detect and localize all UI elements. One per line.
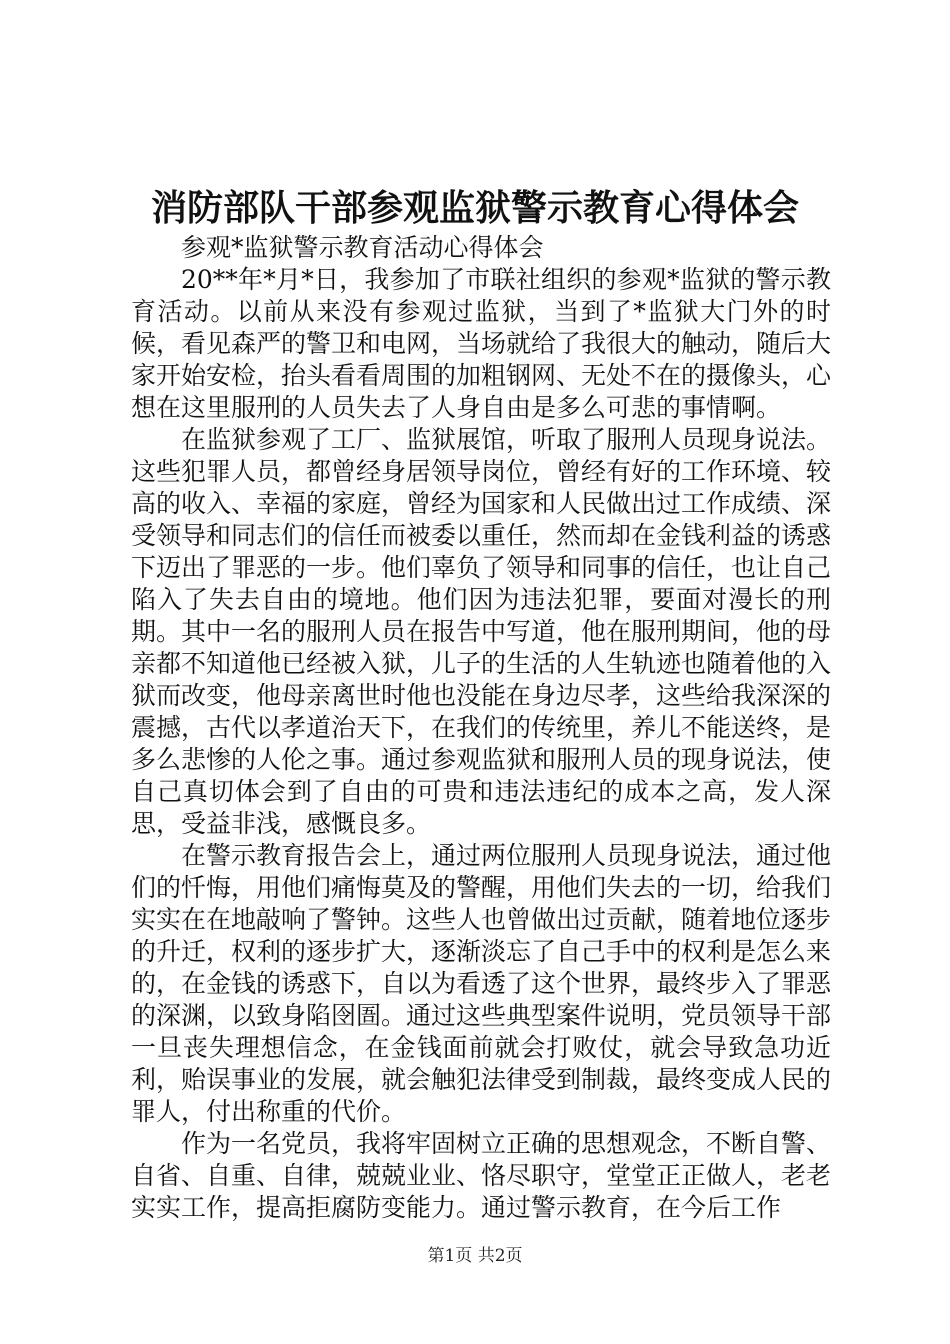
- body-paragraph: 在监狱参观了工厂、监狱展馆，听取了服刑人员现身说法。这些犯罪人员，都曾经身居领导岗位，曾经有好的工作环境、较高的收入、幸福的家庭，曾经为国家和人民做出过工作成绩、深受领导和同志们的信任而被委以重任，然而却在金钱利益的诱惑下迈出了罪恶的一步。他们辜负了领导和同事的信任，也让自己陷入了失去自由的境地。他们因为违法犯罪，要面对漫长的刑期。其中一名的服刑人员在报告中写道，他在服刑期间，他的母亲都不知道他已经被入狱，儿子的生活的人生轨迹也随着他的入狱而改变，他母亲离世时他也没能在身边尽孝，这些给我深深的震撼，古代以孝道治天下，在我们的传统里，养儿不能送终，是多么悲惨的人伦之事。通过参观监狱和服刑人员的现身说法，使自己真切体会到了自由的可贵和违法违纪的成本之高，发人深思，受益非浅，感慨良多。: [131, 425, 832, 838]
- body-paragraph: 20**年*月*日，我参加了市联社组织的参观*监狱的警示教育活动。以前从来没有参观过监狱，当到了*监狱大门外的时候，看见森严的警卫和电网，当场就给了我很大的触动，随后大家开始安检，抬头看看周围的加粗钢网、无处不在的摄像头，心想在这里服刑的人员失去了人身自由是多么可悲的事情啊。: [131, 265, 832, 422]
- document-body: [131, 232, 831, 1224]
- body-paragraph: 在警示教育报告会上，通过两位服刑人员现身说法，通过他们的忏悔，用他们痛悔莫及的警醒，用他们失去的一切，给我们实实在在地敲响了警钟。这些人也曾做出过贡献，随着地位逐步的升迁，权利的逐步扩大，逐渐淡忘了自己手中的权利是怎么来的，在金钱的诱惑下，自以为看透了这个世界，最终步入了罪恶的深渊，以致身陷囹圄。通过这些典型案件说明，党员领导干部一旦丧失理想信念，在金钱面前就会打败仗，就会导致急功近利，贻误事业的发展，就会触犯法律受到制裁，最终变成人民的罪人，付出称重的代价。: [131, 841, 832, 1126]
- subtitle-paragraph: 参观*监狱警示教育活动心得体会: [181, 233, 544, 262]
- document-title: 消防部队干部参观监狱警示教育心得体会: [150, 187, 799, 229]
- body-paragraph: 作为一名党员，我将牢固树立正确的思想观念，不断自警、自省、自重、自律，兢兢业业、恪尽职守，堂堂正正做人，老老实实工作，提高拒腐防变能力。通过警示教育，在今后工作: [131, 1129, 832, 1222]
- page-number-footer: 第1页 共2页: [427, 1246, 523, 1266]
